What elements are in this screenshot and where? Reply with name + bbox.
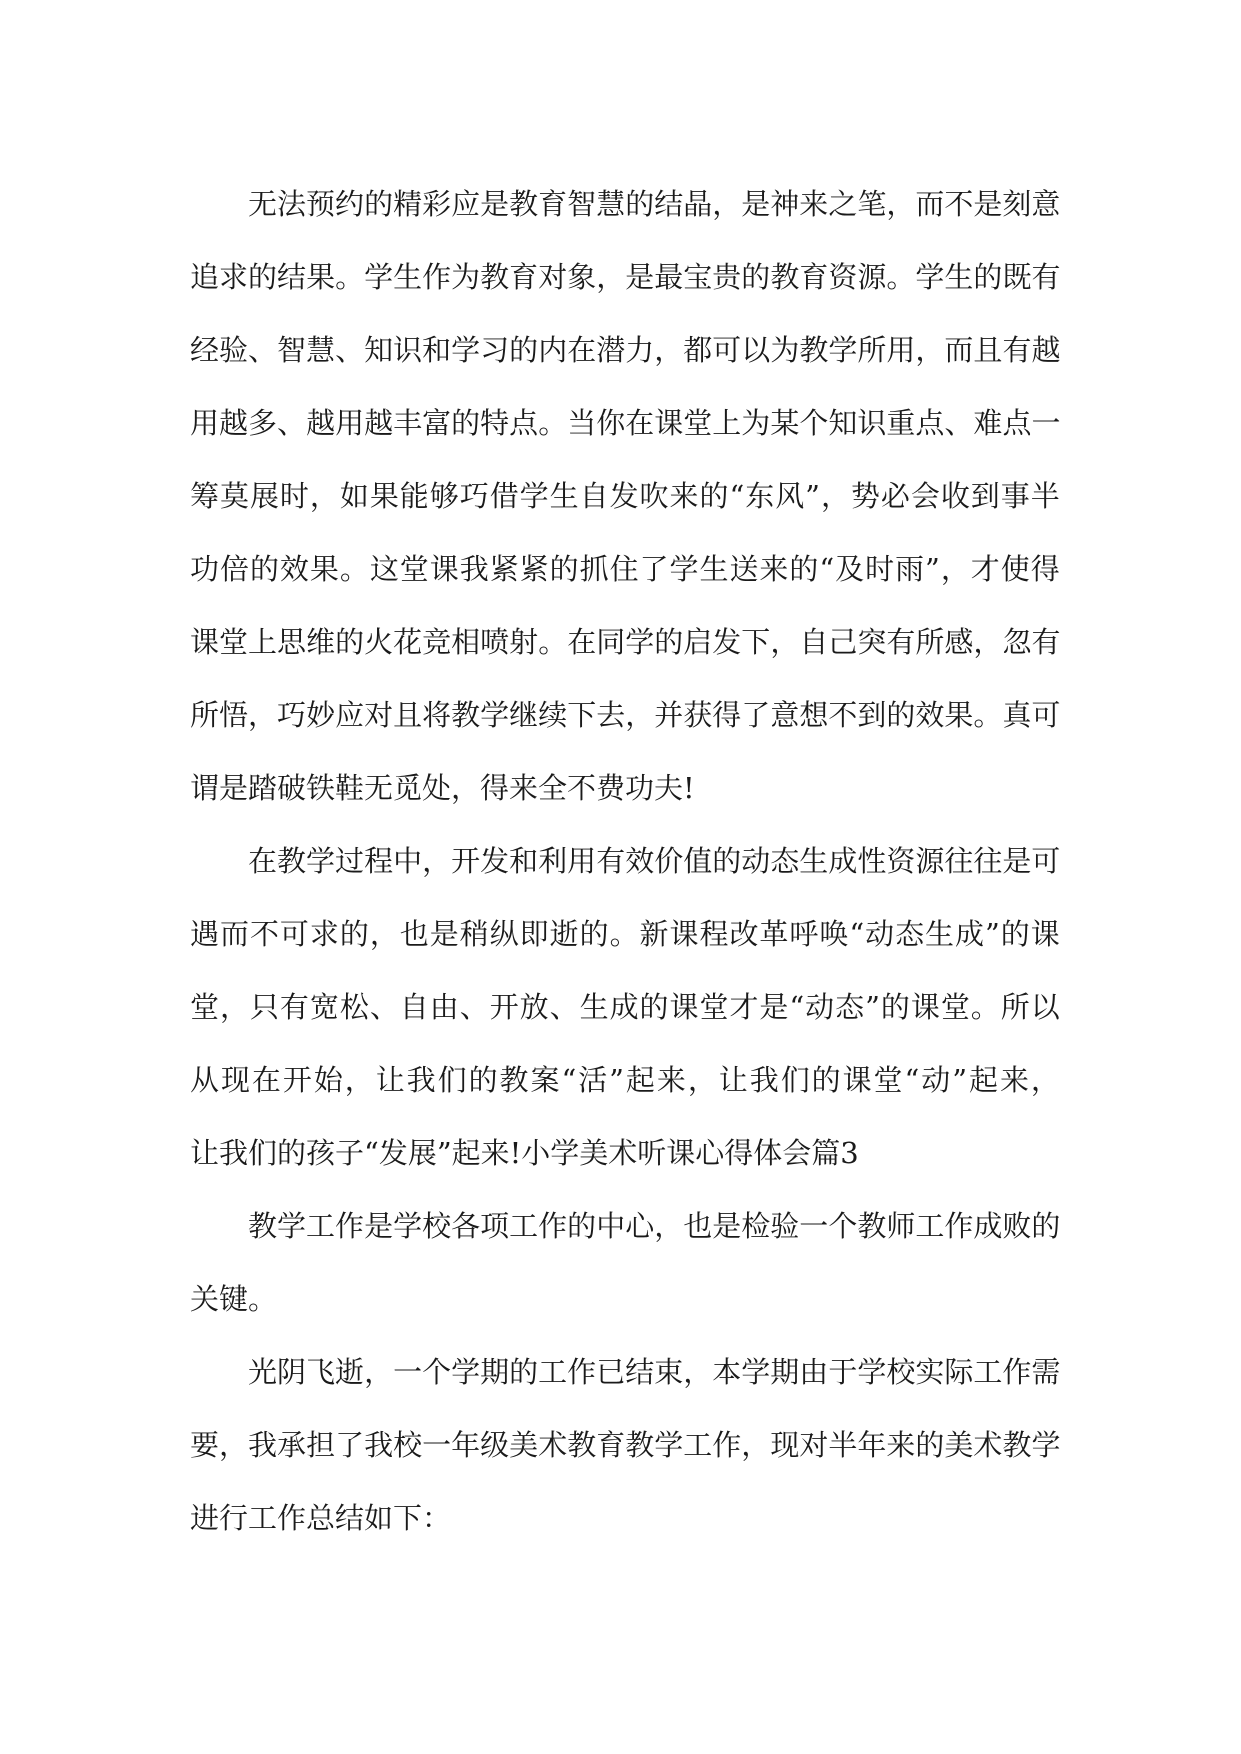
document-body [190, 168, 1060, 1555]
text-line: 课 堂 上 思 维 的 火 花 竞 相 喷 射 。 在 同 学 的 启 发 下 ， 自 己 突 有 所 感 ， 忽 有 [190, 625, 1061, 659]
text-line: 光 阴 飞 逝 ， 一 个 学 期 的 工 作 已 结 束 ， 本 学 期 由 于 学 校 实 际 工 作 需 [248, 1355, 1061, 1389]
text-line: 用 越 多 、 越 用 越 丰 富 的 特 点 。 当 你 在 课 堂 上 为 某 个 知 识 重 点 、 难 点 一 [190, 406, 1061, 440]
text-line: 让我们的孩子“发展”起来!小学美术听课心得体会篇3 [190, 1136, 859, 1170]
paragraph-2 [190, 825, 1060, 1190]
paragraph-3 [190, 1190, 1060, 1336]
text-line: 经 验 、 智 慧 、 知 识 和 学 习 的 内 在 潜 力 ， 都 可 以 为 教 学 所 用 ， 而 且 有 越 [190, 333, 1061, 367]
text-line: 追 求 的 结 果 。 学 生 作 为 教 育 对 象 ， 是 最 宝 贵 的 教 育 资 源 。 学 生 的 既 有 [190, 260, 1061, 294]
text-line: 在 教 学 过 程 中 ， 开 发 和 利 用 有 效 价 值 的 动 态 生 成 性 资 源 往 往 是 可 [248, 844, 1061, 878]
text-line: 无 法 预 约 的 精 彩 应 是 教 育 智 慧 的 结 晶 ， 是 神 来 之 笔 ， 而 不 是 刻 意 [248, 187, 1061, 221]
text-line: 教 学 工 作 是 学 校 各 项 工 作 的 中 心 ， 也 是 检 验 一 个 教 师 工 作 成 败 的 [248, 1209, 1061, 1243]
text-line: 从 现 在 开 始 ， 让 我 们 的 教 案 “ 活 ” 起 来 ， 让 我 们 的 课 堂 “ 动 ” 起 来 ， [190, 1063, 1060, 1097]
text-line: 遇 而 不 可 求 的 ， 也 是 稍 纵 即 逝 的 。 新 课 程 改 革 呼 唤 “ 动 态 生 成 ” 的 课 [190, 917, 1060, 951]
text-line: 谓是踏破铁鞋无觅处，得来全不费功夫! [190, 771, 695, 805]
text-line: 进行工作总结如下： [190, 1501, 452, 1535]
text-line: 要 ， 我 承 担 了 我 校 一 年 级 美 术 教 育 教 学 工 作 ， 现 对 半 年 来 的 美 术 教 学 [190, 1428, 1061, 1462]
text-line: 筹 莫 展 时 ， 如 果 能 够 巧 借 学 生 自 发 吹 来 的 “ 东 风 ” ， 势 必 会 收 到 事 半 [190, 479, 1060, 513]
text-line: 所 悟 ， 巧 妙 应 对 且 将 教 学 继 续 下 去 ， 并 获 得 了 意 想 不 到 的 效 果 。 真 可 [190, 698, 1061, 732]
text-line: 堂 ， 只 有 宽 松 、 自 由 、 开 放 、 生 成 的 课 堂 才 是 “ 动 态 ” 的 课 堂 。 所 以 [190, 990, 1060, 1024]
text-line: 功 倍 的 效 果 。 这 堂 课 我 紧 紧 的 抓 住 了 学 生 送 来 的 “ 及 时 雨 ” ， 才 使 得 [190, 552, 1060, 586]
paragraph-1 [190, 168, 1060, 825]
paragraph-4 [190, 1336, 1060, 1555]
text-line: 关键。 [190, 1282, 278, 1316]
